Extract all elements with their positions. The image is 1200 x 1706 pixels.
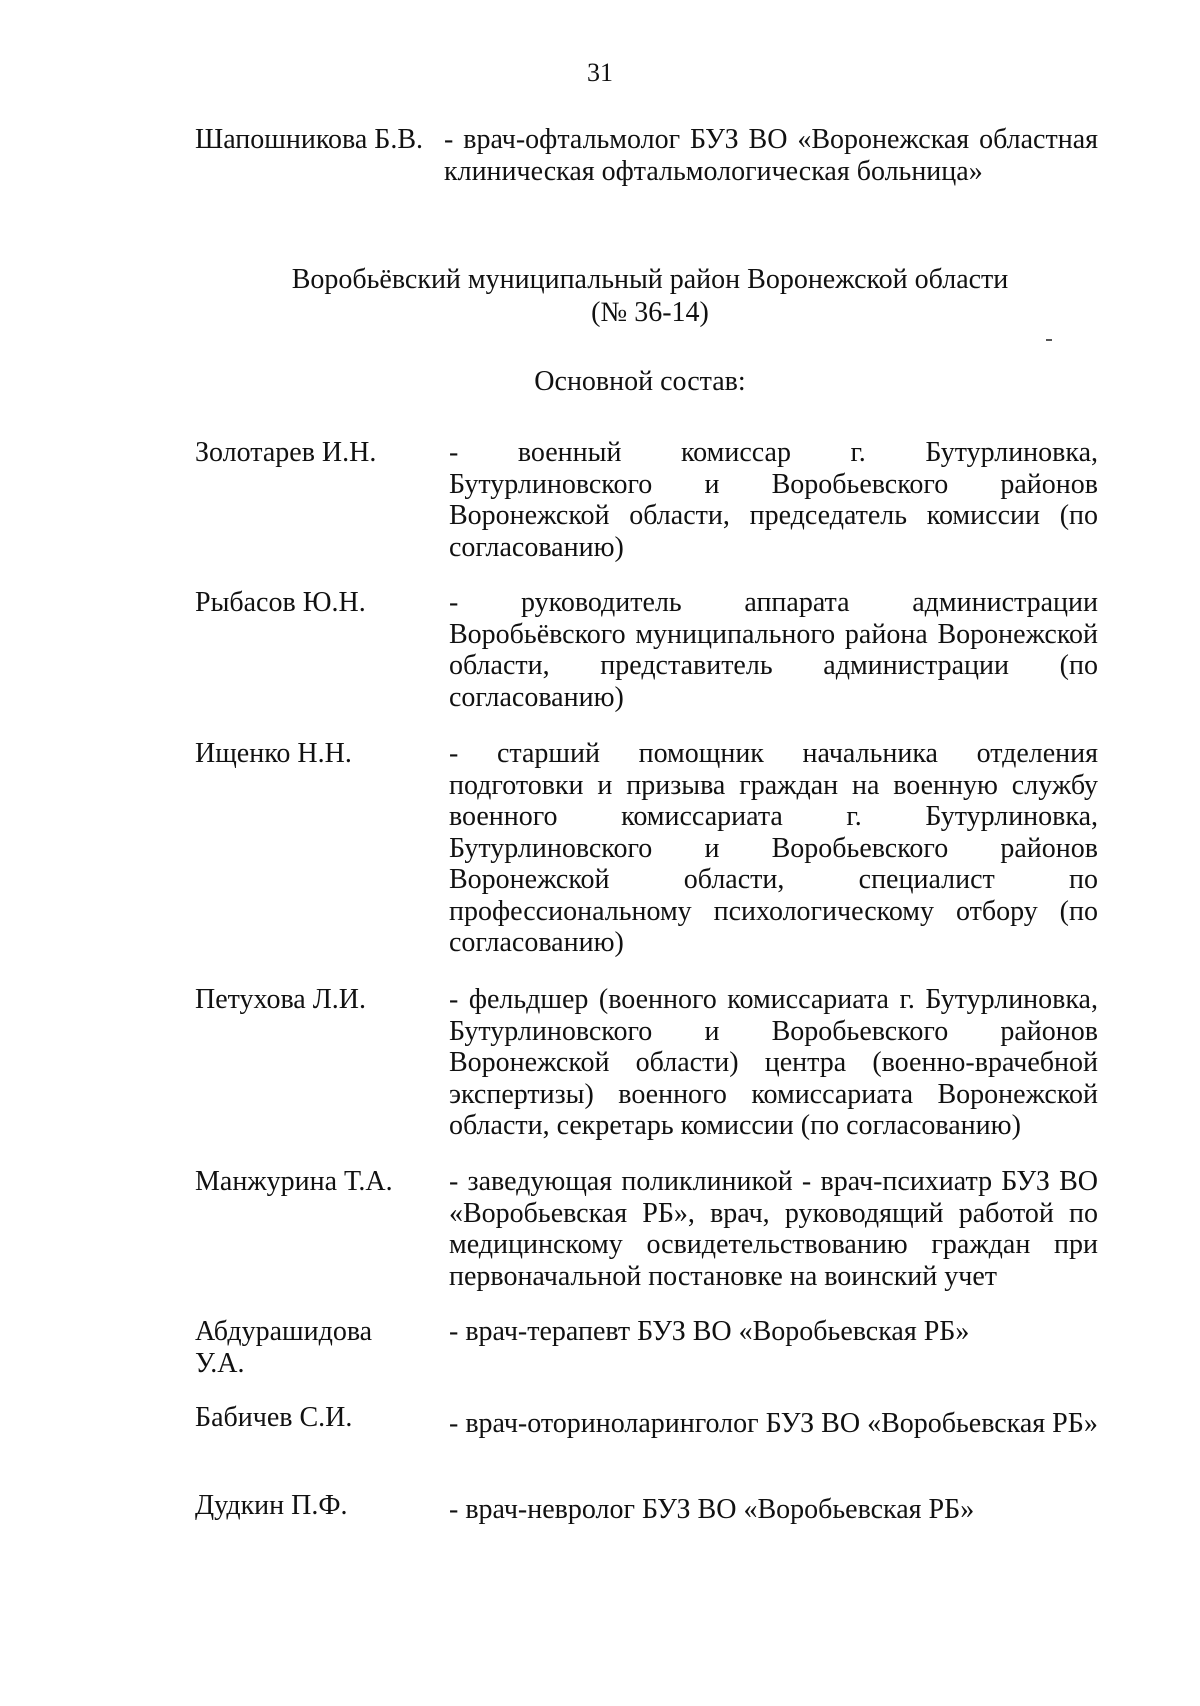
district-title: Воробьёвский муниципальный район Воронежской области xyxy=(291,264,1009,295)
member-name: Шапошникова Б.В. xyxy=(195,124,424,155)
composition-heading xyxy=(0,365,1200,398)
member-description: - врач-невролог БУЗ ВО «Воробьевская РБ» xyxy=(449,1494,975,1525)
page-number: 31 xyxy=(587,58,613,87)
member-name: Рыбасов Ю.Н. xyxy=(195,587,366,618)
member-name: Манжурина Т.А. xyxy=(195,1166,393,1197)
district-code: (№ 36-14) xyxy=(591,297,709,328)
member-description: - фельдшер (военного комиссариата г. Бутурлиновка, Бутурлиновского и Воробьевского районов Воронежской области) центра (военно-врачебной экспертизы) военного комиссариата Воронежской области, секретарь комиссии (по согласованию) xyxy=(449,984,1098,1141)
district-heading xyxy=(0,263,1200,329)
member-description: - руководитель аппарата администрации Воробьёвского муниципального района Воронежской области, представитель администрации (по согласованию) xyxy=(449,587,1098,713)
member-name: Абдурашидова У.А. xyxy=(195,1316,373,1379)
member-name: Золотарев И.Н. xyxy=(195,437,377,468)
scan-mark xyxy=(1046,339,1052,341)
member-description: - старший помощник начальника отделения подготовки и призыва граждан на военную службу военного комиссариата г. Бутурлиновка, Бутурлиновского и Воробьевского районов Воронежской области, специалист по профессиональному психологическому отбору (по согласованию) xyxy=(449,738,1098,958)
composition-title: Основной состав: xyxy=(534,366,746,397)
member-name: Бабичев С.И. xyxy=(195,1402,353,1433)
member-description: - заведующая поликлиникой - врач-психиатр БУЗ ВО «Воробьевская РБ», врач, руководящий работой по медицинскому освидетельствованию граждан при первоначальной постановке на воинский учет xyxy=(449,1166,1098,1292)
member-name: Дудкин П.Ф. xyxy=(195,1490,348,1521)
member-description: - врач-терапевт БУЗ ВО «Воробьевская РБ» xyxy=(449,1316,970,1347)
member-description: - военный комиссар г. Бутурлиновка, Бутурлиновского и Воробьевского районов Воронежской области, председатель комиссии (по согласованию) xyxy=(449,437,1098,563)
member-name: Петухова Л.И. xyxy=(195,984,366,1015)
member-name: Ищенко Н.Н. xyxy=(195,738,352,769)
member-description: - врач-офтальмолог БУЗ ВО «Воронежская областная клиническая офтальмологическая больница» xyxy=(444,124,1098,187)
member-description: - врач-оториноларинголог БУЗ ВО «Воробьевская РБ» xyxy=(449,1408,1098,1439)
